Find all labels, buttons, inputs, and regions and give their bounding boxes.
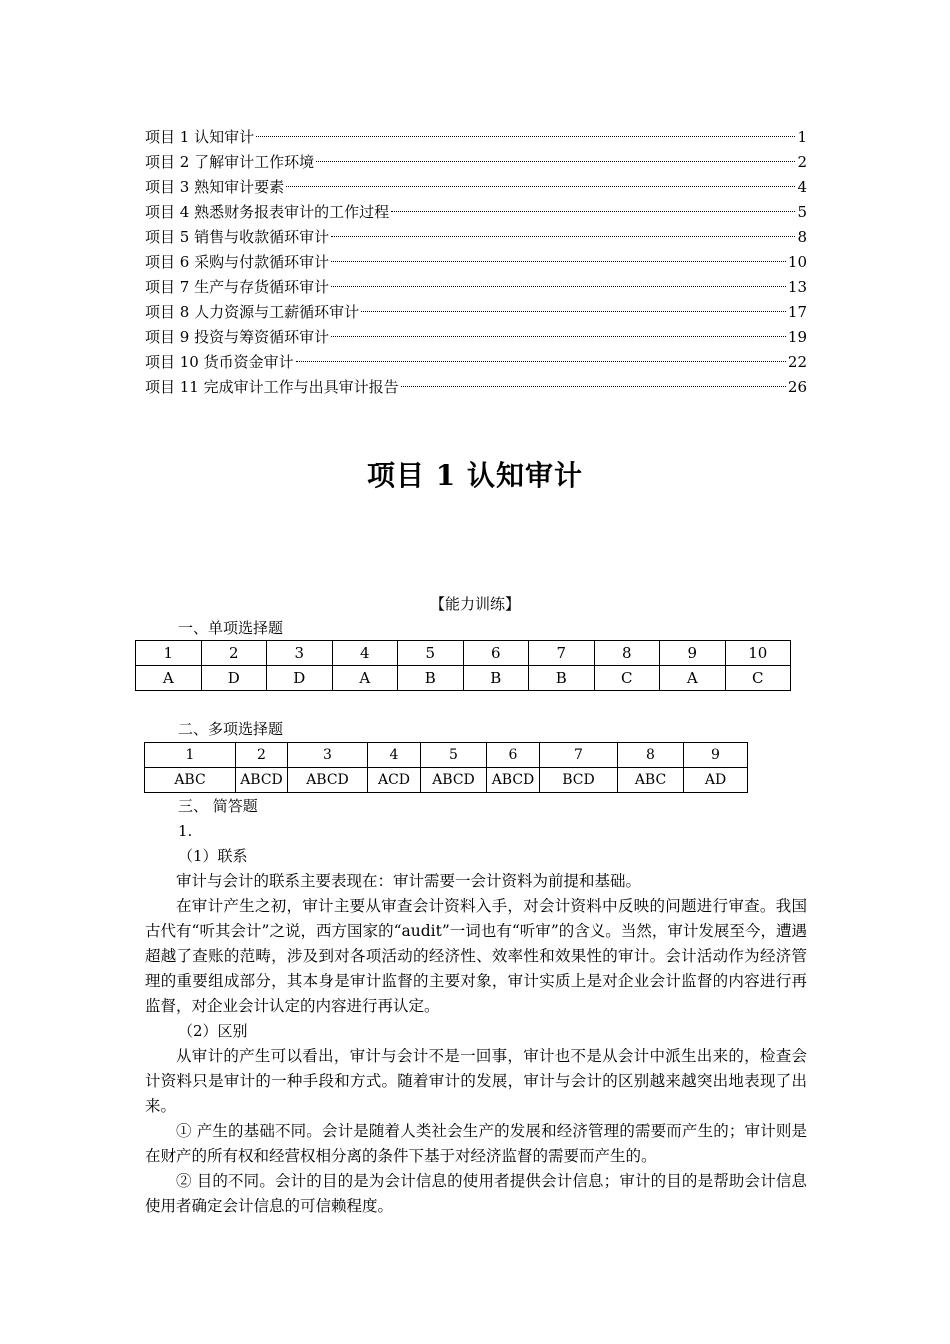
toc-page: 2 (797, 153, 807, 171)
paragraph: 审计与会计的联系主要表现在：审计需要一会计资料为前提和基础。 (176, 872, 642, 890)
toc-leader (316, 161, 795, 162)
toc-page: 17 (787, 303, 807, 321)
toc-label: 项目 6 采购与付款循环审计 (145, 253, 330, 271)
toc-page: 22 (787, 353, 807, 371)
table-cell: 4 (368, 743, 421, 768)
toc-page: 8 (797, 228, 807, 246)
toc-leader (286, 186, 795, 187)
toc-entry[interactable] (145, 375, 807, 400)
table-cell: 8 (594, 641, 660, 666)
toc-entry[interactable] (145, 225, 807, 250)
table-cell: 9 (684, 743, 748, 768)
table-cell: 7 (529, 641, 595, 666)
toc-label: 项目 3 熟知审计要素 (145, 178, 285, 196)
table-cell: B (463, 666, 529, 691)
toc-entry[interactable] (145, 325, 807, 350)
multi-choice-heading: 二、多项选择题 (178, 720, 284, 738)
table-cell: 6 (487, 743, 540, 768)
table-cell: A (660, 666, 726, 691)
toc-entry[interactable] (145, 300, 807, 325)
toc-leader (331, 336, 786, 337)
table-cell: 2 (201, 641, 267, 666)
short-answer-heading: 三、 简答题 (178, 797, 258, 815)
toc-entry[interactable] (145, 125, 807, 150)
paragraph: ① 产生的基础不同。会计是随着人类社会生产的发展和经济管理的需要而产生的；审计则是在财产的所有权和经营权相分离的条件下基于对经济监督的需要而产生的。 (145, 1122, 807, 1165)
table-cell: A (332, 666, 398, 691)
table-cell: 10 (725, 641, 791, 666)
toc-page: 19 (787, 328, 807, 346)
table-row (136, 666, 791, 691)
toc-label: 项目 1 认知审计 (145, 128, 255, 146)
table-cell: B (529, 666, 595, 691)
toc-leader (296, 361, 786, 362)
table-cell: ABC (145, 768, 236, 793)
toc-leader (361, 311, 786, 312)
table-cell: C (725, 666, 791, 691)
paragraph: 在审计产生之初，审计主要从审查会计资料入手，对会计资料中反映的问题进行审查。我国古代有“听其会计”之说，西方国家的“audit”一词也有“听审”的含义。当然，审计发展至今，遭遇超越了查账的范畴，涉及到对各项活动的经济性、效率性和效果性的审计。会计活动作为经济管理的重要组成部分，其本身是审计监督的主要对象，审计实质上是对企业会计监督的内容进行再监督，对企业会计认定的内容进行再认定。 (145, 897, 807, 1015)
toc-label: 项目 5 销售与收款循环审计 (145, 228, 330, 246)
paragraph: ② 目的不同。会计的目的是为会计信息的使用者提供会计信息；审计的目的是帮助会计信息使用者确定会计信息的可信赖程度。 (145, 1172, 807, 1215)
table-cell: 5 (398, 641, 464, 666)
toc-leader (331, 286, 786, 287)
toc-entry[interactable] (145, 150, 807, 175)
toc-page: 4 (797, 178, 807, 196)
toc-entry[interactable] (145, 275, 807, 300)
toc-entry[interactable] (145, 350, 807, 375)
table-cell: ABCD (236, 768, 288, 793)
table-cell: 9 (660, 641, 726, 666)
table-cell: C (594, 666, 660, 691)
table-cell: 7 (540, 743, 618, 768)
subheading-connection: （1）联系 (178, 847, 248, 865)
table-cell: D (267, 666, 333, 691)
single-choice-heading: 一、单项选择题 (178, 619, 284, 637)
table-cell: ABCD (288, 768, 368, 793)
table-cell: 5 (421, 743, 487, 768)
question-number: 1. (178, 822, 193, 840)
multi-choice-answer-table (144, 742, 748, 793)
single-choice-answer-table (135, 640, 791, 691)
table-cell: 2 (236, 743, 288, 768)
table-cell: BCD (540, 768, 618, 793)
section-heading: 【能力训练】 (429, 595, 520, 613)
paragraph: 从审计的产生可以看出，审计与会计不是一回事，审计也不是从会计中派生出来的，检查会计资料只是审计的一种手段和方式。随着审计的发展，审计与会计的区别越来越突出地表现了出来。 (145, 1047, 807, 1115)
toc-entry[interactable] (145, 175, 807, 200)
toc-leader (401, 386, 786, 387)
toc-label: 项目 7 生产与存货循环审计 (145, 278, 330, 296)
toc-leader (331, 261, 786, 262)
table-cell: 1 (145, 743, 236, 768)
table-row (145, 768, 748, 793)
toc-label: 项目 9 投资与筹资循环审计 (145, 328, 330, 346)
table-cell: 3 (288, 743, 368, 768)
table-of-contents (145, 125, 807, 400)
table-row (145, 743, 748, 768)
toc-page: 10 (787, 253, 807, 271)
toc-page: 26 (787, 378, 807, 396)
table-cell: 3 (267, 641, 333, 666)
toc-label: 项目 11 完成审计工作与出具审计报告 (145, 378, 399, 396)
table-cell: ABCD (421, 768, 487, 793)
table-cell: A (136, 666, 202, 691)
toc-label: 项目 8 人力资源与工薪循环审计 (145, 303, 360, 321)
table-cell: ACD (368, 768, 421, 793)
table-cell: ABC (618, 768, 684, 793)
table-row (136, 641, 791, 666)
table-cell: 4 (332, 641, 398, 666)
table-cell: 8 (618, 743, 684, 768)
toc-label: 项目 10 货币资金审计 (145, 353, 294, 371)
toc-label: 项目 2 了解审计工作环境 (145, 153, 315, 171)
table-cell: 1 (136, 641, 202, 666)
toc-entry[interactable] (145, 200, 807, 225)
chapter-title: 项目 1 认知审计 (367, 459, 583, 492)
table-cell: D (201, 666, 267, 691)
toc-page: 1 (797, 128, 807, 146)
toc-leader (391, 211, 795, 212)
table-cell: AD (684, 768, 748, 793)
toc-leader (256, 136, 795, 137)
table-cell: 6 (463, 641, 529, 666)
toc-entry[interactable] (145, 250, 807, 275)
toc-label: 项目 4 熟悉财务报表审计的工作过程 (145, 203, 390, 221)
table-cell: B (398, 666, 464, 691)
toc-page: 5 (797, 203, 807, 221)
subheading-difference: （2）区别 (178, 1022, 248, 1040)
toc-leader (331, 236, 795, 237)
table-cell: ABCD (487, 768, 540, 793)
toc-page: 13 (787, 278, 807, 296)
